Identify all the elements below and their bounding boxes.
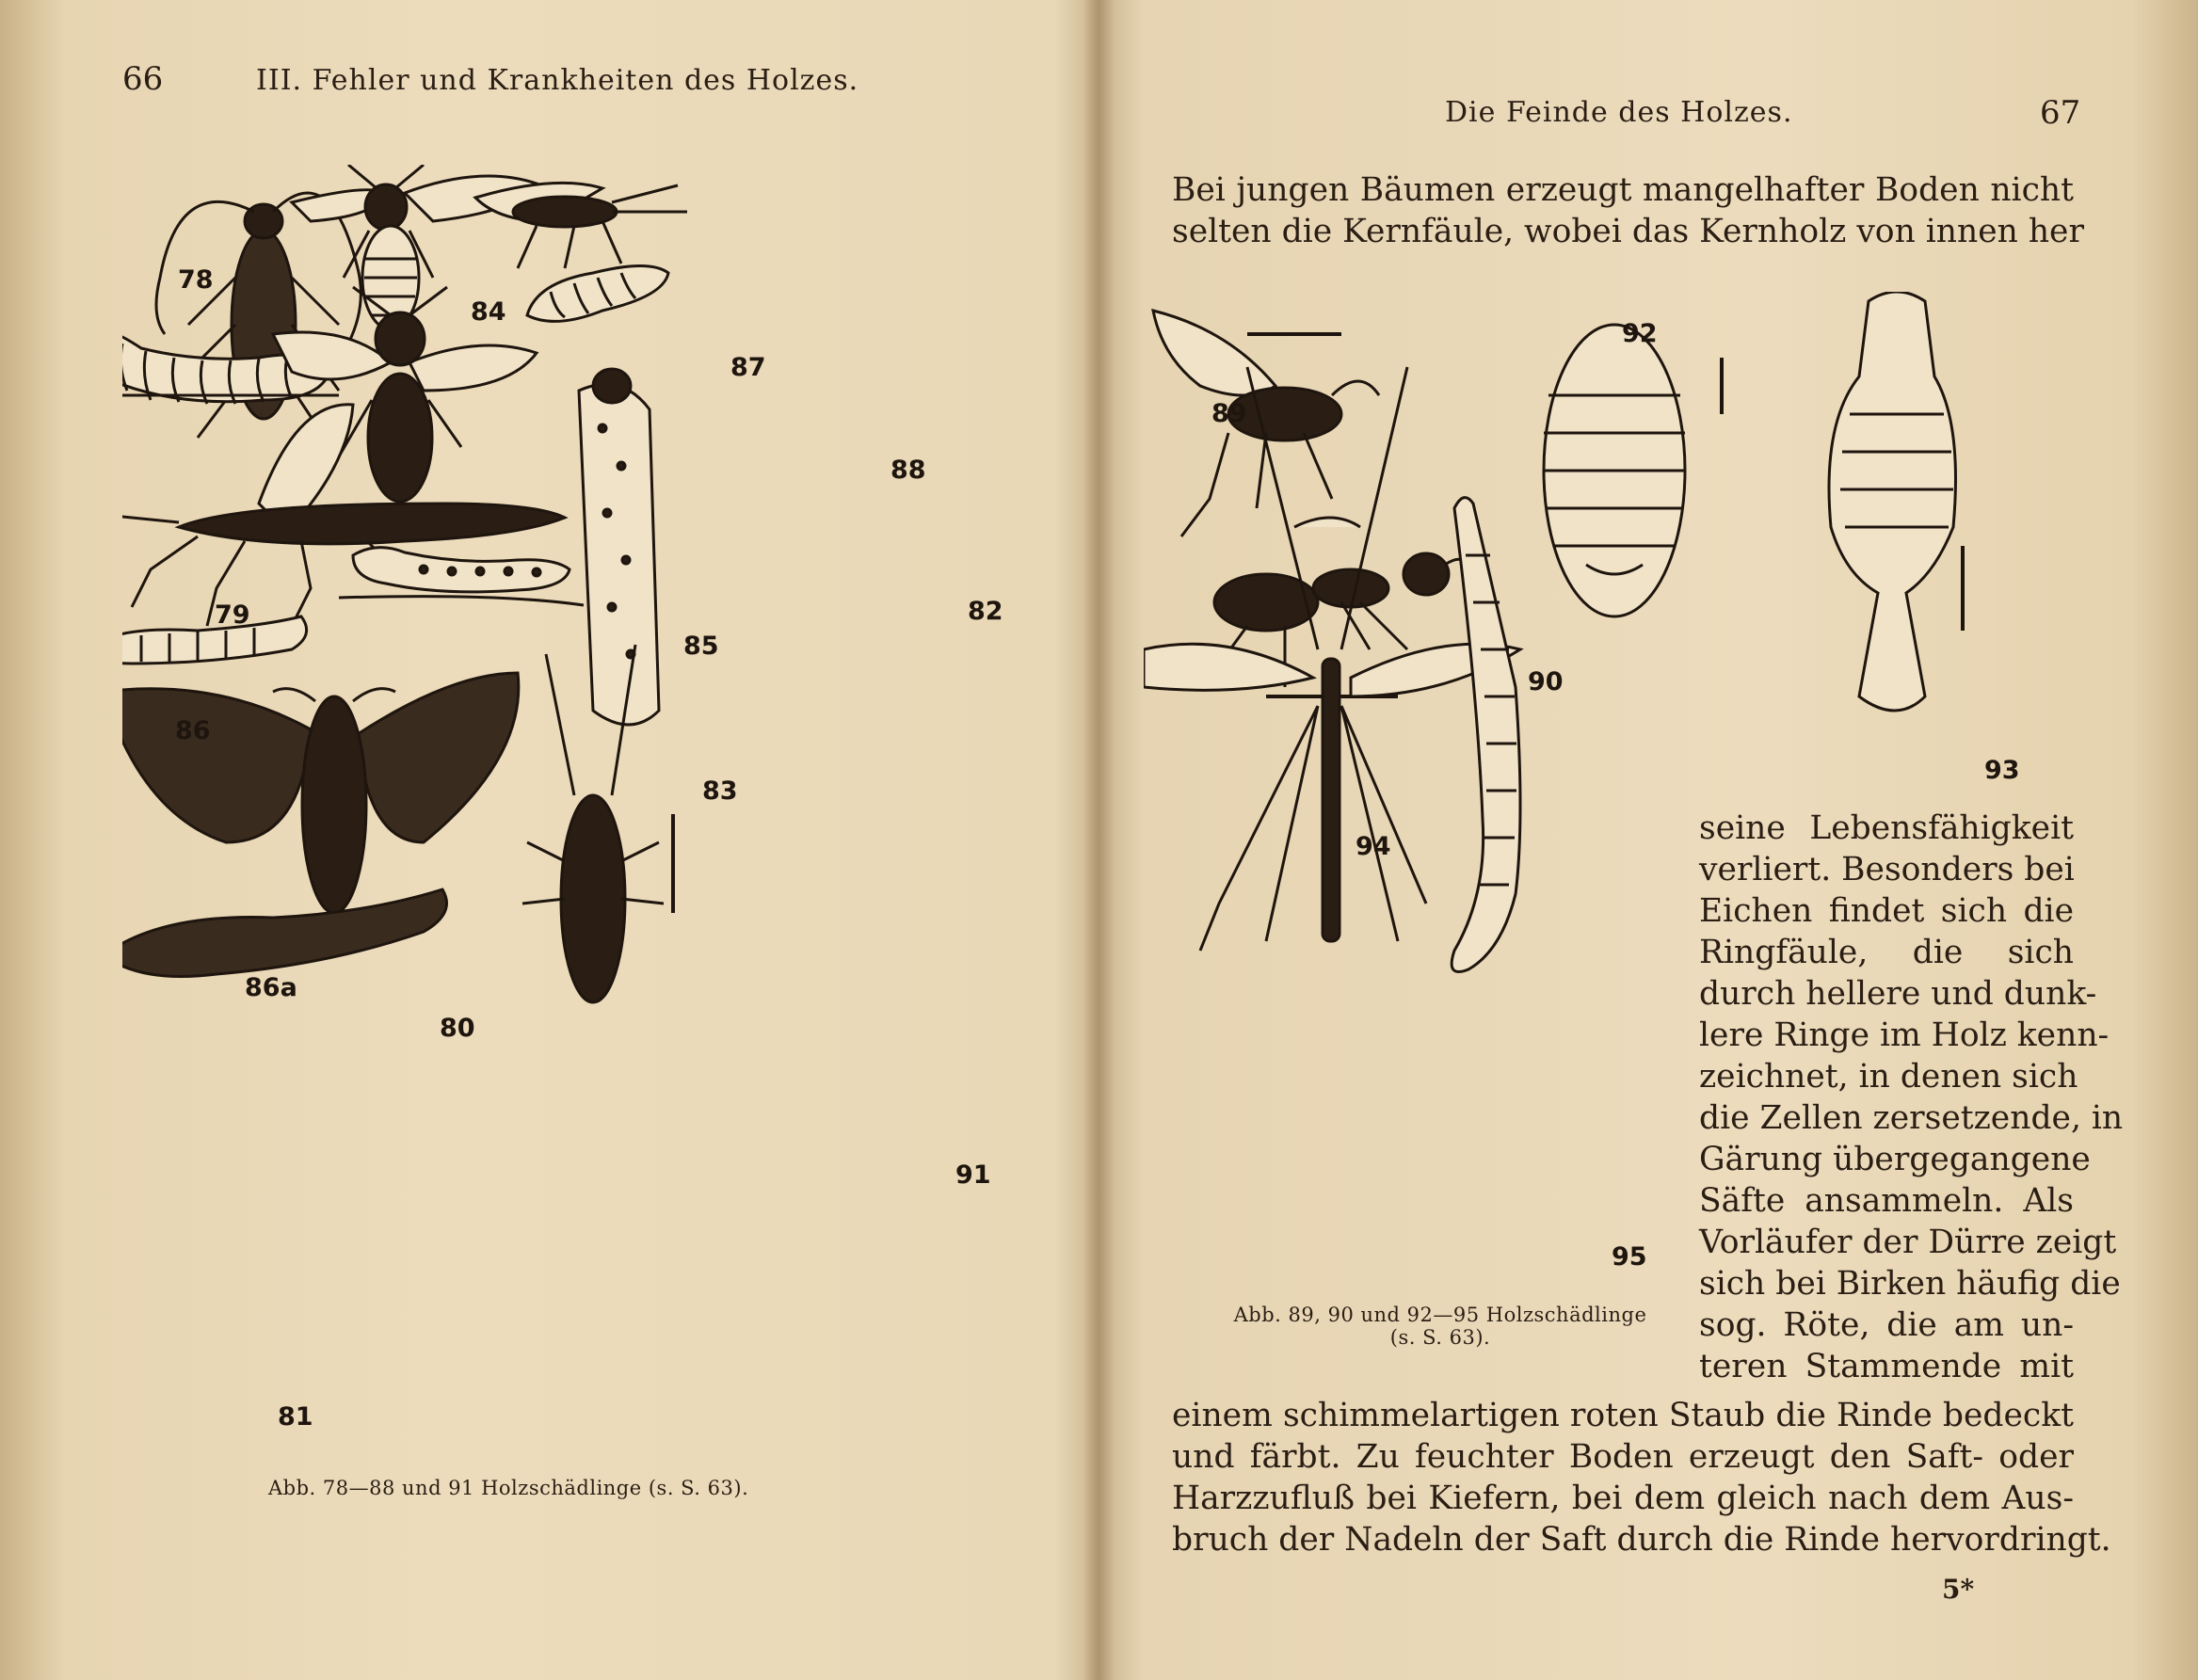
left-page-number: 66 (122, 60, 164, 98)
caterpillar-83-illustration (339, 548, 584, 605)
caption-line-2: (s. S. 63). (1389, 1326, 1491, 1349)
wasp-89-illustration (1153, 311, 1379, 536)
text-line: Gärung übergegangene (1699, 1141, 2091, 1178)
figure-label-78: 78 (178, 265, 214, 295)
text-line: einem schimmelartigen roten Staub die Rinde bedeckt (1172, 1397, 2074, 1434)
right-text-bottom (1172, 1395, 2111, 1560)
sheet-signature: 5* (1942, 1574, 1975, 1605)
text-line: die Zellen zersetzende, in (1699, 1099, 2124, 1137)
figure-label-90: 90 (1528, 667, 1564, 696)
right-text-side-column (1699, 808, 2124, 1387)
right-page-number: 67 (2040, 94, 2081, 132)
moth-82-illustration (579, 369, 659, 725)
left-page (0, 0, 1092, 1680)
right-running-head: Die Feinde des Holzes. (1445, 96, 1793, 129)
figure-label-86: 86 (175, 716, 211, 745)
caption-line-1: Abb. 89, 90 und 92—95 Holzschädlinge (1233, 1304, 1647, 1326)
figure-label-79: 79 (215, 600, 250, 630)
right-page (1106, 0, 2198, 1680)
text-line: Bei jungen Bäumen erzeugt mangelhafter Boden nicht (1172, 171, 2074, 209)
text-line: Säfte ansammeln. Als (1699, 1182, 2074, 1220)
text-line: zeichnet, in denen sich (1699, 1058, 2078, 1096)
text-line: lere Ringe im Holz kenn- (1699, 1016, 2110, 1054)
figure-label-86a: 86a (245, 973, 297, 1002)
right-figure-caption (1200, 1304, 1680, 1349)
text-line: Vorläufer der Dürre zeigt (1699, 1224, 2117, 1261)
larva-88-illustration (527, 266, 668, 322)
text-line: Eichen findet sich die (1699, 892, 2074, 930)
text-line: sog. Röte, die am un- (1699, 1306, 2074, 1344)
text-line: Harzzufluß bei Kiefern, bei dem gleich nach dem Aus- (1172, 1480, 2074, 1517)
figure-label-84: 84 (471, 297, 506, 327)
figure-label-80: 80 (440, 1014, 475, 1043)
text-line: sich bei Birken häufig die (1699, 1265, 2121, 1303)
figure-label-81: 81 (278, 1402, 313, 1432)
horntail-86-illustration (122, 405, 565, 645)
figure-label-85: 85 (683, 632, 719, 661)
figure-label-91: 91 (955, 1160, 991, 1190)
larva-92-illustration (1544, 325, 1722, 616)
figure-label-88: 88 (890, 456, 926, 485)
text-line: durch hellere und dunk- (1699, 975, 2097, 1013)
figure-label-89: 89 (1211, 399, 1247, 428)
figure-label-95: 95 (1612, 1242, 1647, 1272)
figure-label-82: 82 (968, 597, 1003, 626)
figure-label-83: 83 (702, 776, 738, 806)
figure-label-92: 92 (1622, 319, 1658, 348)
larva-93-illustration (1829, 292, 1963, 711)
larva-95-illustration (1452, 498, 1520, 972)
text-line: und färbt. Zu feuchter Boden erzeugt den Saft- oder (1172, 1438, 2074, 1476)
left-running-head: III. Fehler und Krankheiten des Holzes. (256, 64, 859, 97)
text-line: teren Stammende mit (1699, 1348, 2074, 1385)
right-text-top (1172, 169, 2084, 252)
crane-fly-94-illustration (1144, 367, 1520, 951)
text-line: verliert. Besonders bei (1699, 851, 2075, 888)
text-line: seine Lebensfähigkeit (1699, 809, 2074, 847)
hawk-moth-80-illustration (122, 673, 519, 913)
text-line: Ringfäule, die sich (1699, 934, 2074, 971)
figure-label-87: 87 (730, 353, 766, 382)
left-figure-caption: Abb. 78—88 und 91 Holzschädlinge (s. S. 63). (268, 1477, 749, 1499)
text-line: bruch der Nadeln der Saft durch die Rinde hervordringt. (1172, 1521, 2111, 1559)
figure-label-93: 93 (1984, 756, 2020, 785)
figure-label-94: 94 (1356, 832, 1391, 861)
sawfly-87-illustration (475, 183, 687, 268)
insect-plate-left (122, 165, 1026, 1464)
caterpillar-81-illustration (122, 889, 447, 977)
text-line: selten die Kernfäule, wobei das Kernholz von innen her (1172, 213, 2084, 250)
